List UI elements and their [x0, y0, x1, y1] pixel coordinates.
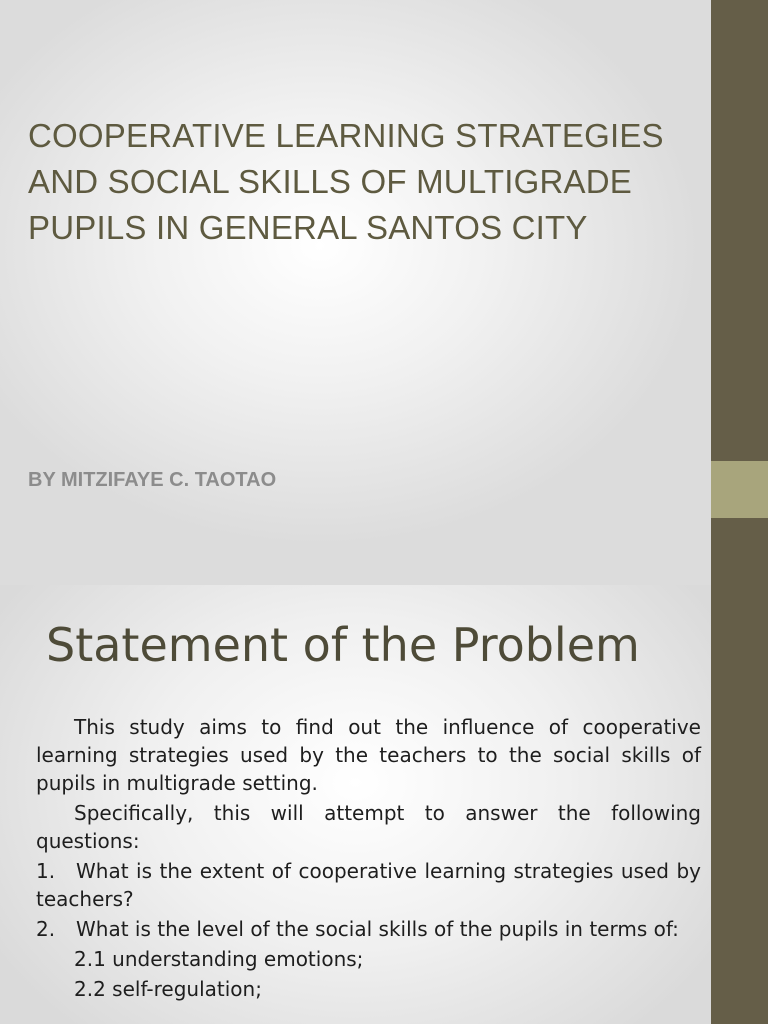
question-number: 2. [36, 917, 56, 941]
slide-heading: Statement of the Problem [46, 618, 640, 672]
question-item [36, 915, 701, 943]
question-number: 1. [36, 859, 56, 883]
intro-paragraph: This study aims to find out the influence of cooperative learning strategies used by the teachers to the social skills of pupils in multigrade setting. [36, 715, 701, 795]
question-text: What is the extent of cooperative learning strategies used by teachers? [36, 859, 701, 911]
problem-slide [0, 585, 711, 1024]
question-text: What is the level of the social skills of the pupils in terms of: [76, 917, 679, 941]
sub-item: 2.1 understanding emotions; [74, 947, 364, 971]
sidebar-accent [711, 461, 768, 518]
specifically-paragraph: Specifically, this will attempt to answer the following questions: [36, 801, 701, 853]
sub-item: 2.2 self-regulation; [74, 977, 262, 1001]
author-line: BY MITZIFAYE C. TAOTAO [28, 469, 277, 491]
slide-body [36, 713, 701, 1005]
slide-title: COOPERATIVE LEARNING STRATEGIES AND SOCIAL SKILLS OF MULTIGRADE PUPILS IN GENERAL SANTOS CITY [28, 117, 664, 246]
question-item [36, 857, 701, 913]
